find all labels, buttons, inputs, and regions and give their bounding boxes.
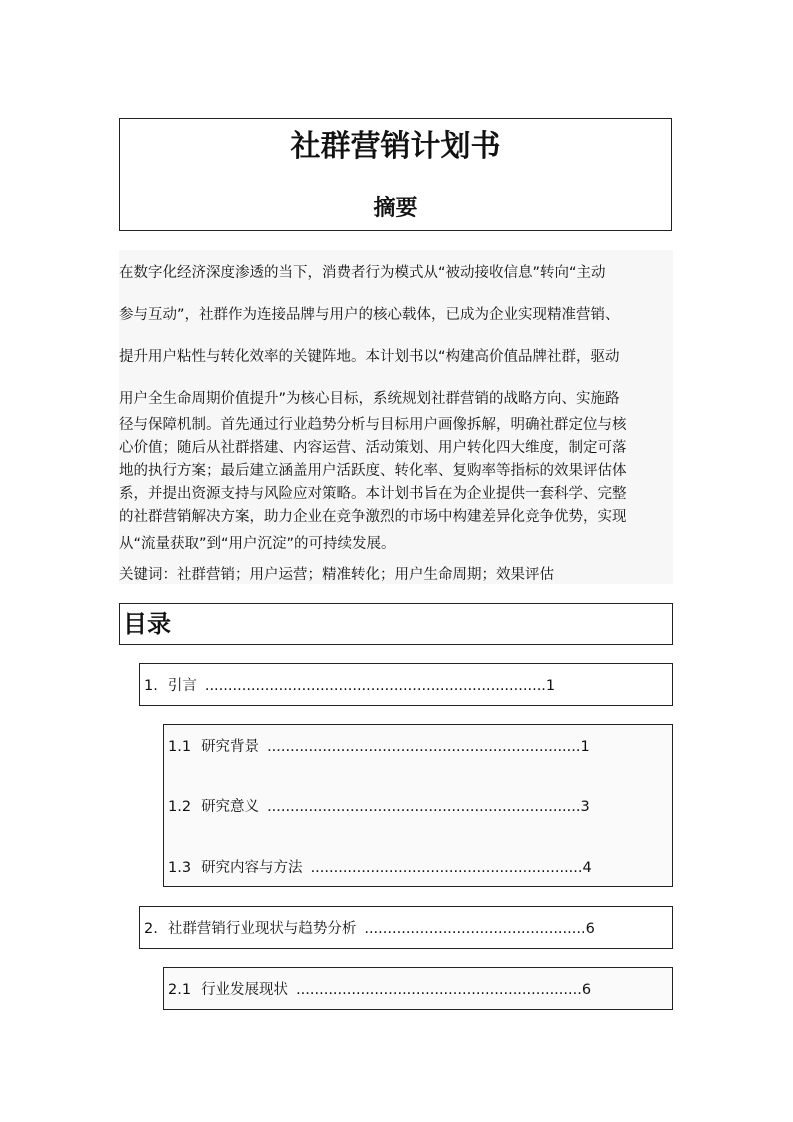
toc-entry-2-1[interactable] — [168, 980, 591, 1000]
toc-leader-dots: .......................................................................... — [204, 678, 546, 694]
toc-entry-number: 1.2 — [168, 799, 192, 815]
toc-entry-label: 行业发展现状 — [201, 982, 289, 998]
toc-heading: 目录 — [123, 610, 171, 638]
toc-leader-dots: ................................................ — [364, 921, 586, 937]
toc-leader-dots: ........................................................... — [310, 860, 583, 876]
abstract-line: 心价值；随后从社群搭建、内容运营、活动策划、用户转化四大维度，制定可落 — [119, 440, 627, 456]
toc-entry-label: 社群营销行业现状与趋势分析 — [167, 921, 357, 937]
toc-entry-number: 1. — [144, 678, 158, 694]
toc-entry-1-3[interactable] — [168, 858, 592, 878]
toc-entry-label: 引言 — [167, 678, 197, 694]
toc-box-section-2 — [163, 967, 673, 1010]
toc-entry-page: 1 — [580, 739, 590, 755]
abstract-line: 的社群营销解决方案，助力企业在竞争激烈的市场中构建差异化竞争优势，实现 — [119, 509, 627, 525]
abstract-line: 系，并提出资源支持与风险应对策略。本计划书旨在为企业提供一套科学、完整 — [119, 486, 627, 502]
abstract-line: 提升用户粘性与转化效率的关键阵地。本计划书以“构建高价值品牌社群，驱动 — [119, 349, 620, 365]
abstract-line: 径与保障机制。首先通过行业趋势分析与目标用户画像拆解，明确社群定位与核 — [119, 417, 627, 433]
toc-entry-page: 6 — [581, 982, 592, 998]
toc-entry-page: 3 — [580, 799, 590, 815]
toc-entry-1-2[interactable] — [168, 797, 590, 817]
toc-box-chapter-1 — [139, 663, 673, 706]
abstract-heading: 摘要 — [373, 196, 418, 221]
toc-entry-2[interactable] — [144, 919, 595, 939]
toc-entry-1-1[interactable] — [168, 737, 590, 757]
toc-box-chapter-2 — [139, 906, 673, 949]
abstract-line: 在数字化经济深度渗透的当下，消费者行为模式从“被动接收信息”转向“主动 — [119, 265, 606, 281]
abstract-section — [119, 250, 673, 584]
toc-entry-page: 4 — [582, 860, 592, 876]
abstract-line: 参与互动”，社群作为连接品牌与用户的核心载体，已成为企业实现精准营销、 — [119, 307, 620, 323]
toc-entry-label: 研究内容与方法 — [201, 860, 303, 876]
toc-heading-box — [119, 603, 673, 645]
toc-leader-dots: .................................................................... — [267, 739, 581, 755]
toc-entry-page: 1 — [545, 678, 556, 694]
toc-box-section-1 — [163, 724, 673, 887]
abstract-line: 用户全生命周期价值提升”为核心目标，系统规划社群营销的战略方向、实施路 — [119, 391, 620, 407]
title-box — [119, 118, 672, 231]
toc-entry-1[interactable] — [144, 676, 555, 696]
toc-entry-label: 研究意义 — [201, 799, 260, 815]
toc-entry-number: 2. — [144, 921, 158, 937]
toc-entry-number: 1.1 — [168, 739, 192, 755]
toc-entry-page: 6 — [585, 921, 595, 937]
document-title: 社群营销计划书 — [290, 129, 501, 164]
toc-leader-dots: .................................................................... — [267, 799, 581, 815]
abstract-line: 地的执行方案；最后建立涵盖用户活跃度、转化率、复购率等指标的效果评估体 — [119, 463, 627, 479]
toc-entry-label: 研究背景 — [201, 739, 260, 755]
keywords-line: 关键词：社群营销；用户运营；精准转化；用户生命周期；效果评估 — [119, 567, 554, 583]
abstract-line: 从“流量获取”到“用户沉淀”的可持续发展。 — [119, 536, 396, 552]
toc-leader-dots: .............................................................. — [296, 982, 582, 998]
toc-entry-number: 2.1 — [168, 982, 192, 998]
toc-entry-number: 1.3 — [168, 860, 192, 876]
